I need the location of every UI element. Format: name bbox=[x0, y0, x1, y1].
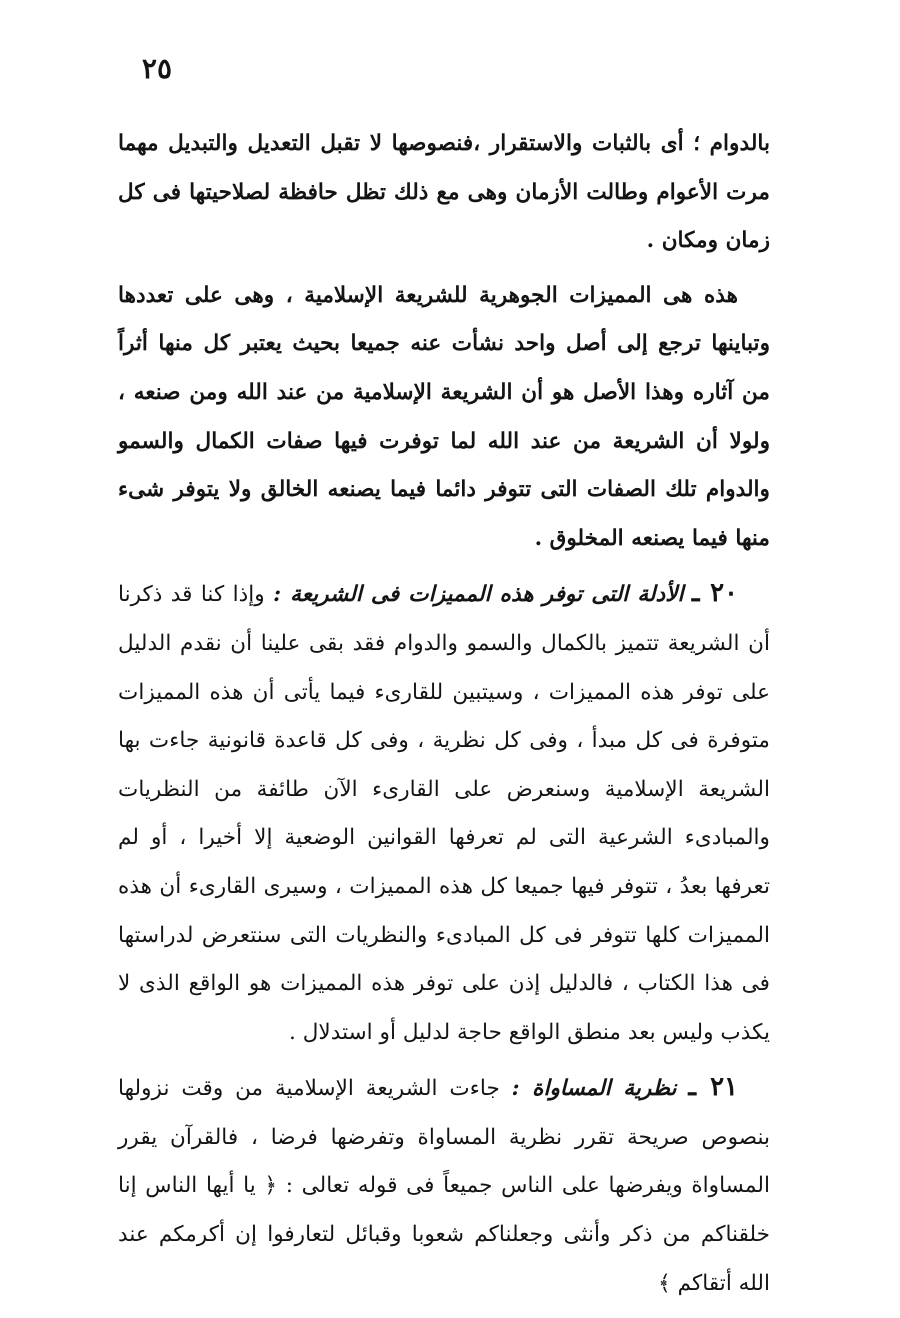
body-text bbox=[118, 120, 770, 1308]
paragraph-4 bbox=[118, 1063, 770, 1308]
section-number: ٢١ ـ bbox=[688, 1072, 738, 1103]
page-number: ٢٥ bbox=[141, 52, 172, 85]
section-heading: الأدلة التى توفر هذه المميزات فى الشريعة : bbox=[273, 582, 684, 608]
section-body: وإذا كنا قد ذكرنا أن الشريعة تتميز بالكمال والسمو والدوام فقد بقى علينا أن نقدم الدليل على توفر هذه المميزات ، وسيتبين للقارىء فيما يأتى أن هذه المميزات متوفرة فى كل مبدأ ، وفى كل نظرية ، وفى كل قاعدة قانونية جاءت بها الشريعة الإسلامية وسنعرض على القارىء الآن طائفة من النظريات والمبادىء الشرعية التى لم تعرفها القوانين الوضعية إلا أخيرا ، أو لم تعرفها بعدُ ، تتوفر فيها جميعا كل هذه المميزات ، وسيرى القارىء أن هذه المميزات كلها تتوفر فى كل المبادىء والنظريات التى سنتعرض لدراستها فى هذا الكتاب ، فالدليل إذن على توفر هذه المميزات هو الواقع الذى لا يكذب وليس بعد منطق الواقع حاجة لدليل أو استدلال . bbox=[118, 582, 770, 1045]
section-number: ٢٠ ـ bbox=[691, 578, 739, 609]
paragraph-1: بالدوام ؛ أى بالثبات والاستقرار ،فنصوصها لا تقبل التعديل والتبديل مهما مرت الأعوام وطالت الأزمان وهى مع ذلك تظل حافظة لصلاحيتها فى كل زمان ومكان . bbox=[118, 131, 770, 254]
paragraph-2: هذه هى المميزات الجوهرية للشريعة الإسلامية ، وهى على تعددها وتباينها ترجع إلى أصل واحد نشأت عنه جميعا بحيث يعتبر كل منها أثراً من آثاره وهذا الأصل هو أن الشريعة الإسلامية من عند الله ومن صنعه ، ولولا أن الشريعة من عند الله لما توفرت فيها صفات الكمال والسمو والدوام تلك الصفات التى تتوفر دائما فيما يصنعه الخالق ولا يتوفر شىء منها فيما يصنعه المخلوق . bbox=[118, 282, 770, 551]
section-heading: نظرية المساواة : bbox=[511, 1076, 677, 1102]
paragraph-3 bbox=[118, 569, 770, 1057]
section-body: جاءت الشريعة الإسلامية من وقت نزولها بنصوص صريحة تقرر نظرية المساواة وتفرضها فرضا ، فالقرآن يقرر المساواة ويفرضها على الناس جميعاً فى قوله تعالى : ﴿ يا أيها الناس إنا خلقناكم من ذكر وأنثى وجعلناكم شعوبا وقبائل لتعارفوا إن أكرمكم عند الله أتقاكم ﴾ bbox=[118, 1076, 770, 1296]
book-page bbox=[118, 42, 770, 1296]
